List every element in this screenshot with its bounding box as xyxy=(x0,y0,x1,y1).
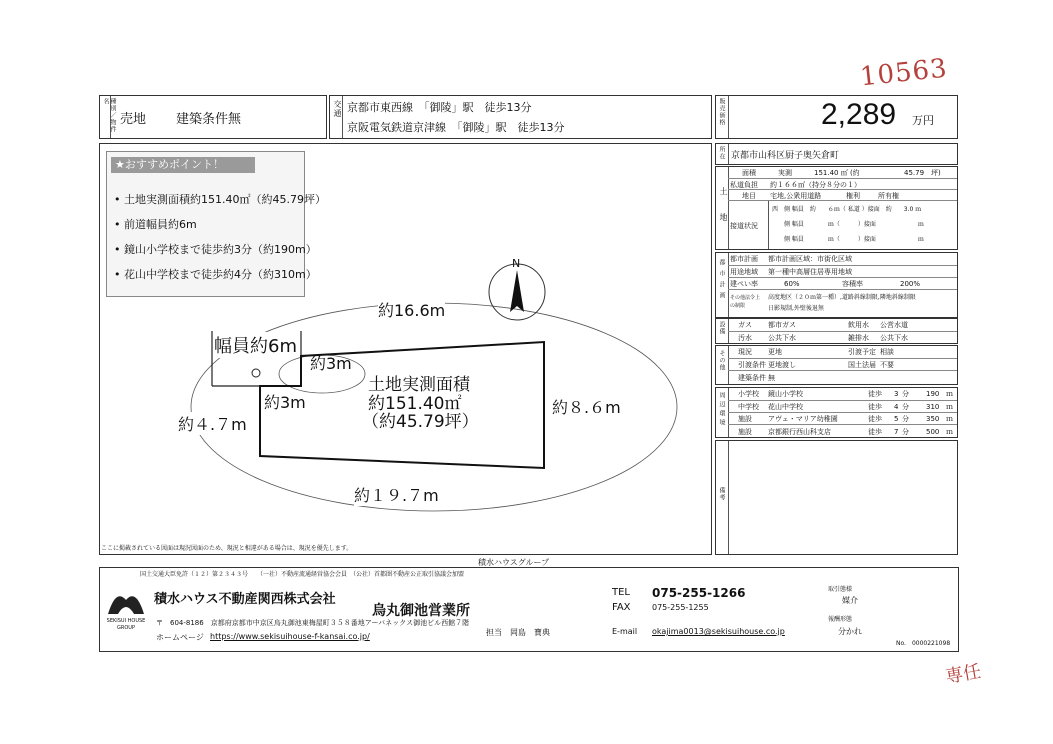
other-section xyxy=(715,345,958,385)
handover-label: 引渡予定 xyxy=(848,348,876,356)
area-m2: 約151.40㎡ xyxy=(368,394,462,414)
point-item: • 花山中学校まで徒歩約4分（約310m） xyxy=(114,268,317,281)
notch-vertical: 約3m xyxy=(264,393,306,412)
build-label: 建築条件 xyxy=(738,374,766,382)
north-label: N xyxy=(512,257,521,270)
sales-value: 分かれ xyxy=(838,627,862,636)
facilities-label: 設備 xyxy=(718,321,725,335)
kenri-label: 権利 xyxy=(846,191,860,200)
surround-row: 小学校 鏡山小学校 徒歩 3 分 190 ｍ xyxy=(738,390,953,398)
mode-label: 取引態様 xyxy=(828,586,853,593)
fax-label: FAX xyxy=(612,602,631,613)
point-item: • 鏡山小学校まで徒歩約3分（約190m） xyxy=(114,243,317,256)
staff: 担当 岡島 寶典 xyxy=(486,628,550,637)
left-dimension: 約４.７m xyxy=(178,412,247,435)
logo-text: SEKISUI HOUSE GROUP xyxy=(106,618,146,631)
location-box xyxy=(715,143,958,165)
area-kind: 実測 xyxy=(778,168,792,177)
point-item: • 前道幅員約6m xyxy=(114,218,197,231)
location-label: 所在 xyxy=(718,146,725,160)
address: 〒 604-8186 京都府京都市中京区烏丸御池東梅屋町３５８番地アーバネックス御池ビル西館７階 xyxy=(156,619,470,627)
build-value: 無 xyxy=(768,374,775,382)
tel-value: 075-255-1266 xyxy=(652,586,746,600)
tel-label: TEL xyxy=(612,587,630,598)
notch-horizontal: 約3m xyxy=(310,354,352,373)
chimoku-label: 地目 xyxy=(742,191,756,200)
price-unit: 万円 xyxy=(912,114,934,127)
law-value: 不要 xyxy=(880,361,894,369)
point-item: • 土地実測面積約151.40㎡（約45.79坪） xyxy=(114,193,326,206)
law-label: 国土法届 xyxy=(848,361,876,369)
sewage-label: 汚水 xyxy=(738,334,752,342)
handwritten-number: 10563 xyxy=(858,53,950,93)
condition-value: 建築条件無 xyxy=(176,112,242,127)
mode-value: 媒介 xyxy=(842,596,858,605)
document-number: No. 0000221098 xyxy=(896,640,951,647)
top-dimension: 約16.6m xyxy=(378,298,445,321)
transport-line-2: 京阪電気鉄道京津線 「御陵」駅 徒歩13分 xyxy=(347,121,565,134)
area-tsubo-value: 45.79 坪) xyxy=(904,168,941,177)
email-value[interactable]: okajima0013@sekisuihouse.co.jp xyxy=(652,627,785,636)
remarks-section xyxy=(715,440,958,555)
city-plan-value: 都市計画区域：市街化区域 xyxy=(768,255,852,263)
right-dimension: 約８.６m xyxy=(552,395,621,418)
area-value: 151.40 ㎡ (約 xyxy=(814,168,860,177)
surround-label: 周辺環境 xyxy=(718,392,725,428)
sekisui-logo-icon xyxy=(106,586,146,616)
area-label: 面積 xyxy=(742,168,756,177)
handwritten-note: 専任 xyxy=(943,661,983,688)
road-row-2: 側 幅員 ｍ（ ）接面 ｍ xyxy=(784,221,924,228)
coverage-value: 60% xyxy=(784,280,800,288)
homepage-label: ホームページ xyxy=(156,633,204,642)
other-label: その他 xyxy=(718,350,725,371)
bottom-dimension: 約１９.７m xyxy=(354,483,439,506)
sales-label: 報酬形態 xyxy=(828,616,853,623)
footer xyxy=(99,567,959,652)
zoning-value: 第一種中高層住居専用地域 xyxy=(768,268,852,276)
burden-value: 約１６６㎡（持分８分の１） xyxy=(770,180,861,189)
gas-label: ガス xyxy=(738,321,752,329)
far-value: 200% xyxy=(900,280,921,288)
cond-value: 更地渡し xyxy=(768,361,796,369)
category-box xyxy=(99,95,327,139)
price-label: 販売価格 xyxy=(718,98,725,126)
email-label: E-mail xyxy=(612,627,638,636)
points-title: ★おすすめポイント！ xyxy=(111,157,255,173)
planning-label: 都市計画 xyxy=(718,259,725,303)
group-label: 積水ハウスグループ xyxy=(478,558,550,567)
other-law-value-1: 高度地区（２０ｍ第一種）,道路斜線制限,隣地斜線制限 xyxy=(768,294,916,301)
burden-label: 私道負担 xyxy=(730,180,758,189)
location-value: 京都市山科区厨子奥矢倉町 xyxy=(731,151,840,161)
transport-line-1: 京都市東西線 「御陵」駅 徒歩13分 xyxy=(347,101,532,114)
road-row-3: 側 幅員 ｍ（ ）接面 ｍ xyxy=(784,236,924,243)
remarks-label: 備考 xyxy=(718,487,725,501)
surround-row: 施設 アヴェ・マリア幼稚園 徒歩 5 分 350 ｍ xyxy=(728,412,957,425)
drain-label: 雑排水 xyxy=(848,334,869,342)
planning-section xyxy=(715,252,958,318)
category-label: 種別／物件名 xyxy=(102,98,116,133)
surround-row: 中学校 花山中学校 徒歩 4 分 310 ｍ xyxy=(728,400,957,413)
status-value: 更地 xyxy=(768,348,782,356)
city-plan-label: 都市計画 xyxy=(730,255,758,263)
area-tsubo: （約45.79坪） xyxy=(362,412,479,432)
chimoku-value: 宅地,公衆用道路 xyxy=(770,191,822,200)
facilities-section xyxy=(715,318,958,344)
land-section xyxy=(715,166,958,250)
cond-label: 引渡条件 xyxy=(738,361,766,369)
road-row-1: 西 側 幅員 約 ６ｍ（ 私道 ）接面 約 3.0 ｍ xyxy=(772,206,922,213)
price-box xyxy=(715,95,958,139)
gas-value: 都市ガス xyxy=(768,321,796,329)
north-arrow xyxy=(489,264,545,320)
far-label: 容積率 xyxy=(842,280,863,288)
surround-row: 施設 京都銀行西山科支店 徒歩 7 分 500 ｍ xyxy=(728,424,957,438)
land-label: 土地 xyxy=(719,187,728,239)
main-panel xyxy=(99,143,712,555)
kenri-value: 所有権 xyxy=(878,191,899,200)
transport-label: 交通 xyxy=(333,100,342,118)
area-title: 土地実測面積 xyxy=(368,375,470,395)
other-law-value-2: 日影規制,外壁後退無 xyxy=(768,305,824,312)
road-label: 接道状況 xyxy=(730,221,758,230)
surround-section xyxy=(715,387,958,438)
water-value: 公営水道 xyxy=(880,321,908,329)
water-label: 飲用水 xyxy=(848,321,869,329)
status-label: 現況 xyxy=(738,348,752,356)
homepage-link[interactable]: https://www.sekisuihouse-f-kansai.co.jp/ xyxy=(210,632,370,641)
license-text: 国土交通大臣免許（１２）第２３４３号 （一社）不動産流通経営協会会員 （公社）首都圏不動産公正取引協議会加盟 xyxy=(140,571,465,578)
handover-value: 相談 xyxy=(880,348,894,356)
road-width: 幅員約6m xyxy=(214,332,297,358)
zoning-label: 用途地域 xyxy=(730,268,758,276)
utility-marker xyxy=(252,369,260,377)
footnote: ここに掲載されている図面は現況図面のため、現況と相違がある場合は、現況を優先します。 xyxy=(101,545,353,552)
price-value: 2,289 xyxy=(821,98,897,131)
drain-value: 公共下水 xyxy=(880,334,908,342)
category-value: 売地 xyxy=(120,112,147,127)
branch-name: 烏丸御池営業所 xyxy=(372,603,470,619)
transport-box xyxy=(329,95,712,139)
sewage-value: 公共下水 xyxy=(768,334,796,342)
fax-value: 075-255-1255 xyxy=(652,603,709,612)
coverage-label: 建ぺい率 xyxy=(730,280,758,288)
other-law-label: その他法令上の制限 xyxy=(730,295,761,309)
company-name: 積水ハウス不動産関西株式会社 xyxy=(154,592,336,607)
